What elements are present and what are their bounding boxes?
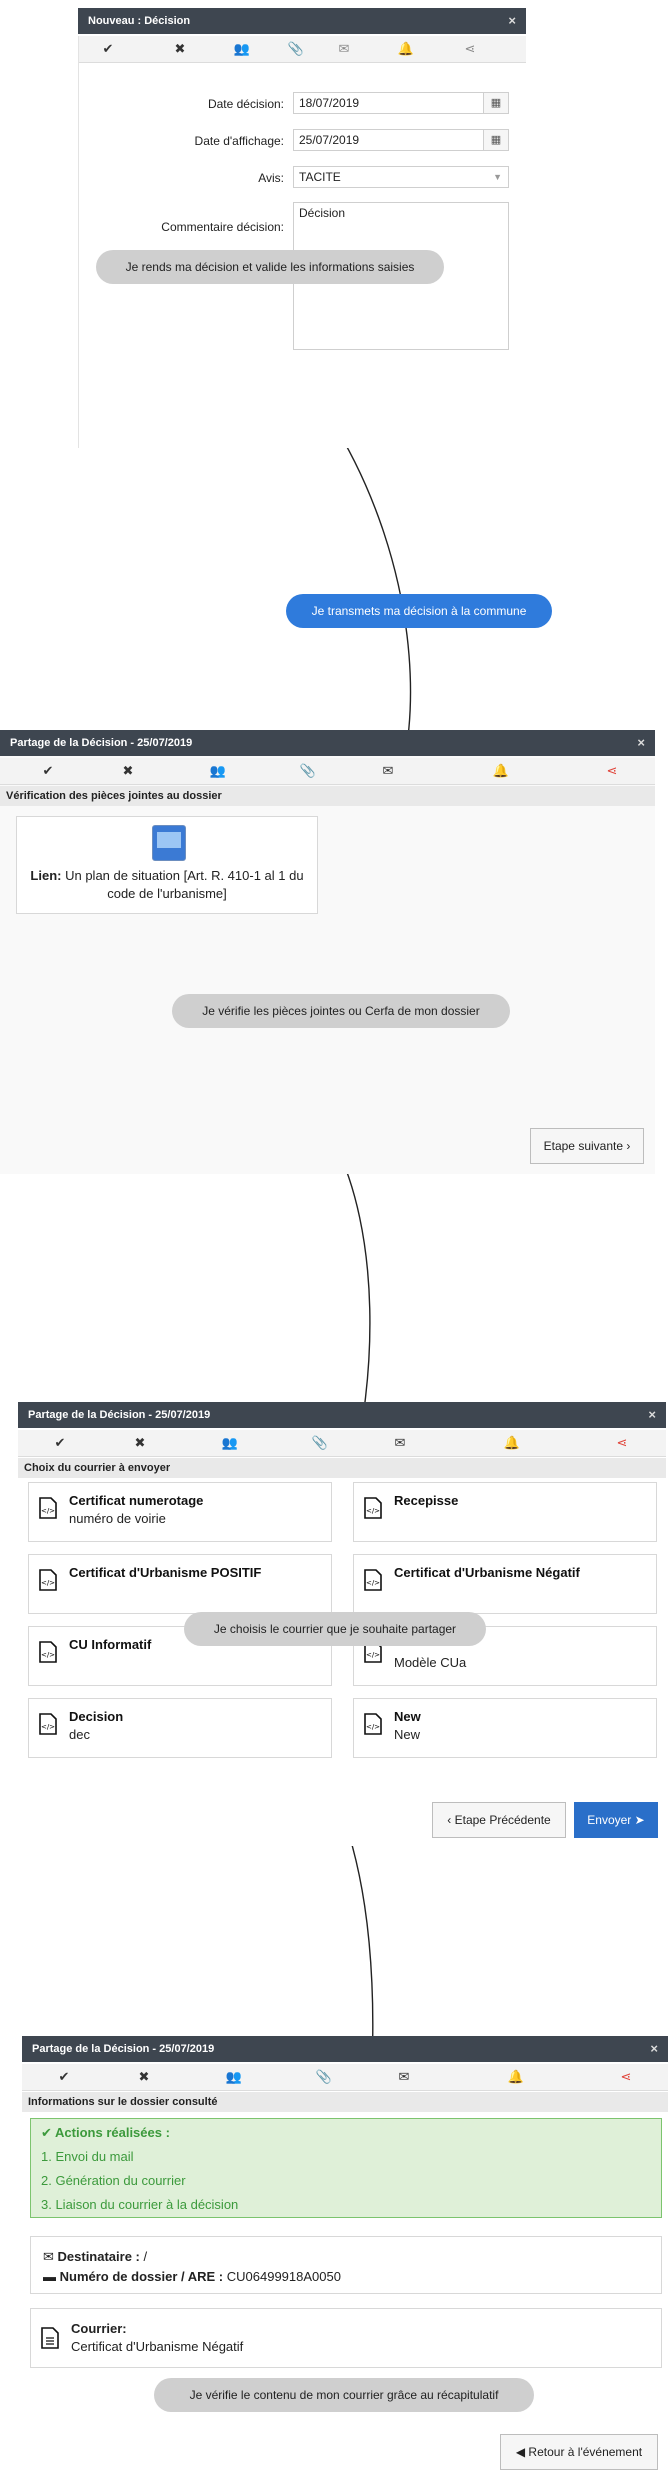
letter-card[interactable] [353, 1482, 657, 1542]
success-alert [30, 2118, 662, 2218]
envelope-icon: ✉ [43, 2249, 58, 2264]
close-icon[interactable]: × [508, 13, 516, 28]
users-icon[interactable]: 👥 [233, 41, 251, 56]
share-decision-dialog-step2 [18, 1402, 666, 1846]
bell-icon[interactable]: 🔔 [397, 41, 415, 56]
avis-select[interactable] [293, 166, 509, 188]
document-preview-icon [152, 825, 186, 861]
letter-card-title: Certificat d'Urbanisme POSITIF [69, 1565, 262, 1580]
annotation-bubble-transmit: Je transmets ma décision à la commune [286, 594, 552, 628]
document-code-icon [364, 1569, 382, 1591]
letter-card-title: New [394, 1709, 421, 1724]
letter-card-title: Certificat numerotage [69, 1493, 204, 1508]
document-icon [41, 2327, 59, 2349]
new-decision-dialog [78, 8, 526, 448]
chevron-down-icon: ▼ [493, 172, 502, 182]
annotation-bubble: Je rends ma décision et valide les informations saisies [96, 250, 444, 284]
check-icon[interactable]: ✔ [102, 41, 114, 56]
calendar-icon[interactable]: ▦ [483, 130, 508, 150]
svg-text:</>: </> [365, 1579, 381, 1587]
close-icon[interactable]: ✖ [122, 763, 134, 778]
courrier-card [30, 2308, 662, 2368]
letter-card[interactable] [353, 1554, 657, 1614]
envelope-icon[interactable]: ✉ [398, 2069, 410, 2084]
toolbar [22, 2064, 668, 2091]
annotation-bubble: Je vérifie les pièces jointes ou Cerfa de mon dossier [172, 994, 510, 1028]
letter-card-subtitle: dec [69, 1727, 90, 1742]
action-item: 1. Envoi du mail [41, 2149, 134, 2164]
next-step-button[interactable]: Etape suivante › [530, 1128, 644, 1164]
close-icon[interactable]: ✖ [134, 1435, 146, 1450]
arrow-left-circle-icon: ◀ [515, 2445, 529, 2459]
users-icon[interactable]: 👥 [221, 1435, 239, 1450]
envelope-icon[interactable]: ✉ [394, 1435, 406, 1450]
envelope-icon[interactable]: ✉ [382, 763, 394, 778]
document-code-icon [39, 1569, 57, 1591]
folder-icon: ▬ [43, 2269, 60, 2284]
toolbar [18, 1430, 666, 1457]
check-icon[interactable]: ✔ [54, 1435, 66, 1450]
toolbar [78, 36, 526, 63]
action-item: 3. Liaison du courrier à la décision [41, 2197, 239, 2212]
commentaire-label: Commentaire décision: [161, 220, 284, 234]
bell-icon[interactable]: 🔔 [492, 763, 510, 778]
annotation-bubble: Je vérifie le contenu de mon courrier grâce au récapitulatif [154, 2378, 534, 2412]
letter-card-title: Recepisse [394, 1493, 459, 1508]
letter-card-subtitle: numéro de voirie [69, 1511, 166, 1526]
calendar-icon[interactable]: ▦ [483, 93, 508, 113]
letter-card-title: Certificat d'Urbanisme Négatif [394, 1565, 580, 1580]
share-icon[interactable]: ⋖ [616, 1435, 628, 1450]
date-decision-field[interactable] [293, 92, 509, 114]
dossier-line: ▬ Numéro de dossier / ARE : CU06499918A0050 [43, 2269, 341, 2284]
date-affichage-label: Date d'affichage: [194, 134, 284, 148]
dialog-title-text: Partage de la Décision - 25/07/2019 [10, 737, 193, 749]
svg-text:</>: </> [365, 1507, 381, 1515]
letter-card[interactable] [28, 1698, 332, 1758]
share-icon[interactable]: ⋖ [620, 2069, 632, 2084]
recipient-line: ✉ Destinataire : / [43, 2249, 148, 2264]
back-to-event-button[interactable]: ◀ Retour à l'événement [500, 2434, 658, 2470]
users-icon[interactable]: 👥 [209, 763, 227, 778]
check-icon: ✔ [41, 2125, 56, 2140]
share-decision-dialog-step1 [0, 730, 655, 1174]
dialog-title-text: Nouveau : Décision [88, 15, 191, 27]
document-code-icon [39, 1497, 57, 1519]
annotation-bubble: Je choisis le courrier que je souhaite partager [184, 1612, 486, 1646]
svg-text:</>: </> [40, 1723, 56, 1731]
dialog-title [18, 1402, 666, 1428]
letter-card-subtitle: Modèle CUa [394, 1655, 467, 1670]
date-affichage-field[interactable] [293, 129, 509, 151]
document-code-icon [39, 1641, 57, 1663]
date-decision-value: 18/07/2019 [299, 96, 360, 110]
paperclip-icon[interactable]: 📎 [287, 41, 305, 56]
courrier-value: Certificat d'Urbanisme Négatif [71, 2339, 244, 2354]
close-icon[interactable]: ✖ [138, 2069, 150, 2084]
dialog-title [78, 8, 526, 34]
svg-text:</>: </> [40, 1507, 56, 1515]
close-icon[interactable]: × [650, 2041, 658, 2056]
letter-card-subtitle: New [394, 1727, 421, 1742]
close-icon[interactable]: × [648, 1407, 656, 1422]
letter-card[interactable] [353, 1698, 657, 1758]
attachment-text: Lien: Un plan de situation [Art. R. 410-1 al 1 du code de l'urbanisme] [30, 868, 304, 901]
action-item: 2. Génération du courrier [41, 2173, 186, 2188]
courrier-label: Courrier: [71, 2321, 127, 2336]
dialog-title-text: Partage de la Décision - 25/07/2019 [32, 2043, 215, 2055]
letter-card-title: Decision [69, 1709, 124, 1724]
svg-text:</>: </> [40, 1579, 56, 1587]
letter-card[interactable] [28, 1554, 332, 1614]
share-icon[interactable]: ⋖ [464, 41, 476, 56]
section-title: Informations sur le dossier consulté [22, 2092, 668, 2112]
close-icon[interactable]: × [637, 735, 645, 750]
paperclip-icon[interactable]: 📎 [299, 763, 317, 778]
check-icon[interactable]: ✔ [42, 763, 54, 778]
attachment-card[interactable] [16, 816, 318, 914]
users-icon[interactable]: 👥 [225, 2069, 243, 2084]
date-affichage-value: 25/07/2019 [299, 133, 360, 147]
section-title: Choix du courrier à envoyer [18, 1458, 666, 1478]
recipient-card [30, 2236, 662, 2294]
svg-text:</>: </> [365, 1723, 381, 1731]
envelope-icon[interactable]: ✉ [338, 41, 350, 56]
bell-icon[interactable]: 🔔 [503, 1435, 521, 1450]
svg-text:</>: </> [365, 1651, 381, 1659]
dialog-title [0, 730, 655, 756]
letter-card[interactable] [28, 1482, 332, 1542]
section-title: Vérification des pièces jointes au dossier [0, 786, 655, 806]
toolbar [0, 758, 655, 785]
actions-title: ✔ Actions réalisées : [41, 2125, 170, 2140]
share-icon[interactable]: ⋖ [606, 763, 618, 778]
previous-step-button[interactable]: ‹ Etape Précédente [432, 1802, 566, 1838]
letter-card-title: CU Informatif [69, 1637, 152, 1652]
send-button[interactable]: Envoyer ➤ [574, 1802, 658, 1838]
avis-value: TACITE [299, 170, 341, 184]
svg-text:</>: </> [40, 1651, 56, 1659]
dialog-title [22, 2036, 668, 2062]
commentaire-value: Décision [299, 206, 346, 220]
avis-label: Avis: [258, 171, 284, 185]
date-decision-label: Date décision: [207, 97, 284, 111]
check-icon[interactable]: ✔ [58, 2069, 70, 2084]
document-code-icon [364, 1497, 382, 1519]
paperclip-icon[interactable]: 📎 [311, 1435, 329, 1450]
document-code-icon [39, 1713, 57, 1735]
close-icon[interactable]: ✖ [174, 41, 186, 56]
paperclip-icon[interactable]: 📎 [315, 2069, 333, 2084]
share-decision-dialog-step3 [22, 2036, 668, 2476]
document-code-icon [364, 1713, 382, 1735]
bell-icon[interactable]: 🔔 [507, 2069, 525, 2084]
dialog-title-text: Partage de la Décision - 25/07/2019 [28, 1409, 211, 1421]
